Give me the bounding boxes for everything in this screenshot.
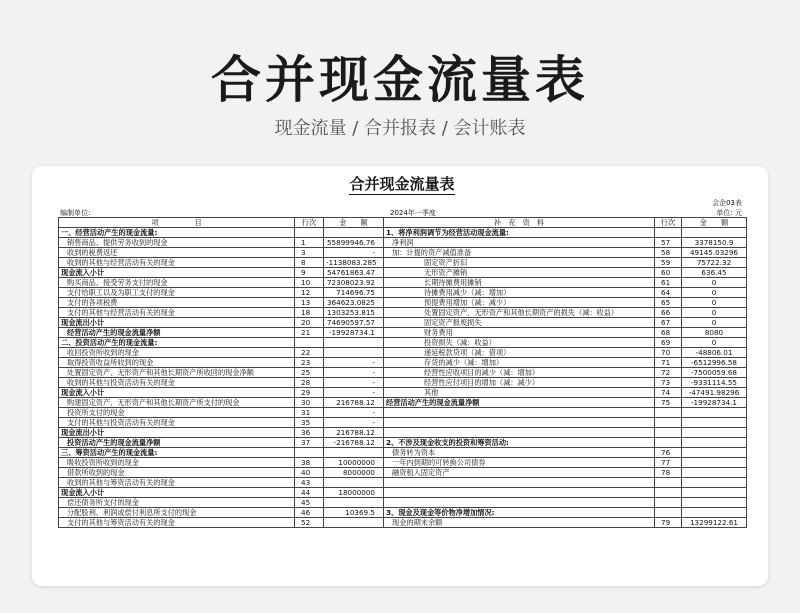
row-number-cell: 57 (655, 238, 682, 248)
sheet-meta (58, 194, 746, 217)
amount-cell: 75722.32 (682, 258, 747, 268)
table-row (59, 328, 747, 338)
supplement-cell: 经营性应收项目的减少（减：增加） (384, 368, 655, 378)
row-number-cell: 20 (295, 318, 324, 328)
table-row (59, 428, 747, 438)
row-number-cell: 58 (655, 248, 682, 258)
row-number-cell (655, 438, 682, 448)
supplement-cell: 经营性应付项目的增加（减：减少） (384, 378, 655, 388)
amount-cell: -9331114.55 (682, 378, 747, 388)
amount-cell (682, 478, 747, 488)
row-number-cell: 60 (655, 268, 682, 278)
table-row (59, 448, 747, 458)
table-row (59, 498, 747, 508)
row-number-cell: 79 (655, 518, 682, 528)
supplement-cell (384, 418, 655, 428)
amount-cell (682, 408, 747, 418)
amount-cell: 49145.03296 (682, 248, 747, 258)
amount-cell (324, 448, 384, 458)
supplement-cell: 净利润 (384, 238, 655, 248)
amount-cell (682, 448, 747, 458)
amount-cell: 13299122.61 (682, 518, 747, 528)
amount-cell: - (324, 408, 384, 418)
row-number-cell (295, 228, 324, 238)
supplement-cell: 固定资产折旧 (384, 258, 655, 268)
row-number-cell (295, 448, 324, 458)
col-supplement: 补 充 资 料 (384, 218, 655, 228)
amount-cell: - (324, 368, 384, 378)
row-number-cell: 70 (655, 348, 682, 358)
supplement-cell: 现金的期末余额 (384, 518, 655, 528)
supplement-cell: 其他 (384, 388, 655, 398)
amount-cell (682, 508, 747, 518)
row-number-cell: 61 (655, 278, 682, 288)
supplement-cell: 债务转为资本 (384, 448, 655, 458)
amount-cell: 3378150.9 (682, 238, 747, 248)
supplement-cell: 一年内到期的可转换公司债券 (384, 458, 655, 468)
row-number-cell: 21 (295, 328, 324, 338)
table-row (59, 338, 747, 348)
amount-cell: - (324, 248, 384, 258)
row-number-cell: 18 (295, 308, 324, 318)
table-row (59, 478, 747, 488)
table-row (59, 398, 747, 408)
supplement-cell: 经营活动产生的现金流量净额 (384, 398, 655, 408)
table-row (59, 418, 747, 428)
item-cell: 三、筹资活动产生的现金流量: (59, 448, 295, 458)
amount-cell: 0 (682, 278, 747, 288)
form-code: 会企03表 (712, 199, 742, 207)
amount-cell: -7500059.68 (682, 368, 747, 378)
row-number-cell (655, 408, 682, 418)
row-number-cell: 43 (295, 478, 324, 488)
item-cell: 取得投资收益所收到的现金 (59, 358, 295, 368)
amount-cell (324, 498, 384, 508)
amount-cell (682, 428, 747, 438)
row-number-cell: 78 (655, 468, 682, 478)
supplement-cell: 固定资产报废损失 (384, 318, 655, 328)
table-row (59, 298, 747, 308)
amount-cell: -19928734.1 (682, 398, 747, 408)
amount-cell: -47491.98296 (682, 388, 747, 398)
table-row (59, 488, 747, 498)
col-amount-2: 金 额 (682, 218, 747, 228)
col-amount: 金 额 (324, 218, 384, 228)
table-row (59, 388, 747, 398)
amount-cell: 8080 (682, 328, 747, 338)
sheet-title: 合并现金流量表 (349, 175, 455, 193)
item-cell: 销售商品、提供劳务收到的现金 (59, 238, 295, 248)
amount-cell: 55899946.76 (324, 238, 384, 248)
supplement-cell: 预提费用增加（减：减少） (384, 298, 655, 308)
row-number-cell: 25 (295, 368, 324, 378)
row-number-cell: 77 (655, 458, 682, 468)
table-row (59, 438, 747, 448)
supplement-cell: 1、将净利润调节为经营活动现金流量: (384, 228, 655, 238)
row-number-cell: 40 (295, 468, 324, 478)
item-cell: 吸收投资所收到的现金 (59, 458, 295, 468)
table-row (59, 468, 747, 478)
table-header-row (59, 218, 747, 228)
report-period: 2024年一季度 (390, 209, 436, 217)
amount-cell: -48806.01 (682, 348, 747, 358)
currency-unit: 单位: 元 (716, 209, 742, 217)
amount-cell (682, 468, 747, 478)
table-row (59, 508, 747, 518)
supplement-cell: 递延税款贷项（减：借项） (384, 348, 655, 358)
amount-cell (682, 438, 747, 448)
amount-cell (324, 228, 384, 238)
row-number-cell: 73 (655, 378, 682, 388)
row-number-cell: 75 (655, 398, 682, 408)
item-cell: 借款所收到的现金 (59, 468, 295, 478)
item-cell: 现金流出小计 (59, 318, 295, 328)
row-number-cell: 68 (655, 328, 682, 338)
item-cell: 收回投资所收到的现金 (59, 348, 295, 358)
unit-name-label: 编制单位: (60, 209, 91, 217)
supplement-cell: 投资损失（减：收益） (384, 338, 655, 348)
amount-cell (682, 228, 747, 238)
table-row (59, 368, 747, 378)
amount-cell: - (324, 378, 384, 388)
page-subtitle: 现金流量 / 合并报表 / 会计账表 (274, 118, 526, 139)
item-cell: 收到的其他与经营活动有关的现金 (59, 258, 295, 268)
row-number-cell: 66 (655, 308, 682, 318)
cash-flow-sheet (58, 174, 746, 528)
item-cell: 支付的其他与投资活动有关的现金 (59, 418, 295, 428)
col-row-2: 行次 (655, 218, 682, 228)
amount-cell (324, 348, 384, 358)
table-row (59, 238, 747, 248)
spreadsheet-card (32, 166, 768, 586)
row-number-cell: 30 (295, 398, 324, 408)
row-number-cell: 3 (295, 248, 324, 258)
item-cell: 投资所支付的现金 (59, 408, 295, 418)
page-title: 合并现金流量表 (211, 51, 589, 109)
item-cell: 收到的其他与投资活动有关的现金 (59, 378, 295, 388)
item-cell: 偿还债务所支付的现金 (59, 498, 295, 508)
supplement-cell: 存货的减少（减：增加） (384, 358, 655, 368)
row-number-cell (655, 478, 682, 488)
item-cell: 购建固定资产、无形资产和其他长期资产所支付的现金 (59, 398, 295, 408)
col-row: 行次 (295, 218, 324, 228)
amount-cell: 0 (682, 288, 747, 298)
item-cell: 支付的其他与筹资活动有关的现金 (59, 518, 295, 528)
table-row (59, 408, 747, 418)
table-row (59, 258, 747, 268)
row-number-cell: 59 (655, 258, 682, 268)
supplement-cell: 2、不涉及现金收支的投资和筹资活动: (384, 438, 655, 448)
row-number-cell: 72 (655, 368, 682, 378)
table-row (59, 348, 747, 358)
row-number-cell: 1 (295, 238, 324, 248)
table-row (59, 228, 747, 238)
row-number-cell: 65 (655, 298, 682, 308)
row-number-cell: 23 (295, 358, 324, 368)
amount-cell (324, 518, 384, 528)
amount-cell: 18000000 (324, 488, 384, 498)
amount-cell: 216788.12 (324, 428, 384, 438)
row-number-cell (655, 488, 682, 498)
amount-cell: 10000000 (324, 458, 384, 468)
amount-cell: 364623.0825 (324, 298, 384, 308)
item-cell: 购买商品、接受劳务支付的现金 (59, 278, 295, 288)
table-row (59, 268, 747, 278)
item-cell: 投资活动产生的现金流量净额 (59, 438, 295, 448)
amount-cell: 8000000 (324, 468, 384, 478)
supplement-cell: 3、现金及现金等价物净增加情况: (384, 508, 655, 518)
row-number-cell: 35 (295, 418, 324, 428)
amount-cell (682, 488, 747, 498)
row-number-cell (655, 228, 682, 238)
item-cell: 二、投资活动产生的现金流量: (59, 338, 295, 348)
supplement-cell: 融资租入固定资产 (384, 468, 655, 478)
row-number-cell: 74 (655, 388, 682, 398)
supplement-cell (384, 428, 655, 438)
amount-cell (682, 458, 747, 468)
row-number-cell: 67 (655, 318, 682, 328)
amount-cell: 0 (682, 298, 747, 308)
item-cell: 收到的税费返还 (59, 248, 295, 258)
row-number-cell (295, 338, 324, 348)
row-number-cell (655, 428, 682, 438)
item-cell: 分配股利、利润或偿付利息所支付的现金 (59, 508, 295, 518)
amount-cell: 0 (682, 308, 747, 318)
row-number-cell (655, 418, 682, 428)
row-number-cell: 76 (655, 448, 682, 458)
table-row (59, 248, 747, 258)
table-row (59, 518, 747, 528)
row-number-cell: 69 (655, 338, 682, 348)
row-number-cell: 8 (295, 258, 324, 268)
row-number-cell: 13 (295, 298, 324, 308)
amount-cell (324, 338, 384, 348)
amount-cell: 10369.5 (324, 508, 384, 518)
supplement-cell (384, 488, 655, 498)
amount-cell: - (324, 388, 384, 398)
item-cell: 支付给职工以及为职工支付的现金 (59, 288, 295, 298)
supplement-cell: 处置固定资产、无形资产和其他长期资产的损失（减：收益） (384, 308, 655, 318)
row-number-cell: 37 (295, 438, 324, 448)
item-cell: 一、经营活动产生的现金流量: (59, 228, 295, 238)
item-cell: 现金流入小计 (59, 388, 295, 398)
amount-cell: 72308023.92 (324, 278, 384, 288)
table-row (59, 278, 747, 288)
amount-cell: 0 (682, 338, 747, 348)
supplement-cell: 加：计提的资产减值准备 (384, 248, 655, 258)
supplement-cell (384, 498, 655, 508)
row-number-cell: 9 (295, 268, 324, 278)
table-row (59, 378, 747, 388)
supplement-cell (384, 478, 655, 488)
table-row (59, 458, 747, 468)
item-cell: 现金流入小计 (59, 488, 295, 498)
item-cell: 现金流出小计 (59, 428, 295, 438)
amount-cell (324, 478, 384, 488)
row-number-cell: 38 (295, 458, 324, 468)
supplement-cell: 财务费用 (384, 328, 655, 338)
row-number-cell: 10 (295, 278, 324, 288)
amount-cell: -1138083.285 (324, 258, 384, 268)
amount-cell: 1303253.815 (324, 308, 384, 318)
row-number-cell: 45 (295, 498, 324, 508)
supplement-cell: 待摊费用减少（减：增加） (384, 288, 655, 298)
item-cell: 经营活动产生的现金流量净额 (59, 328, 295, 338)
table-body (59, 228, 747, 528)
amount-cell: 714696.75 (324, 288, 384, 298)
amount-cell: 0 (682, 318, 747, 328)
row-number-cell: 29 (295, 388, 324, 398)
item-cell: 支付的各项税费 (59, 298, 295, 308)
amount-cell: -19928734.1 (324, 328, 384, 338)
item-cell: 收到的其他与筹资活动有关的现金 (59, 478, 295, 488)
row-number-cell: 71 (655, 358, 682, 368)
row-number-cell: 12 (295, 288, 324, 298)
row-number-cell: 52 (295, 518, 324, 528)
supplement-cell: 长期待摊费用摊销 (384, 278, 655, 288)
amount-cell: - (324, 418, 384, 428)
amount-cell: -6512996.58 (682, 358, 747, 368)
supplement-cell: 无形资产摊销 (384, 268, 655, 278)
row-number-cell (655, 498, 682, 508)
amount-cell: 54761863.47 (324, 268, 384, 278)
amount-cell: 636.45 (682, 268, 747, 278)
row-number-cell: 22 (295, 348, 324, 358)
amount-cell: - (324, 358, 384, 368)
amount-cell: 74690597.57 (324, 318, 384, 328)
table-row (59, 358, 747, 368)
amount-cell (682, 418, 747, 428)
amount-cell: -216788.12 (324, 438, 384, 448)
table-row (59, 308, 747, 318)
row-number-cell: 44 (295, 488, 324, 498)
amount-cell: 216788.12 (324, 398, 384, 408)
item-cell: 处置固定资产、无形资产和其他长期资产所收回的现金净额 (59, 368, 295, 378)
col-item: 项 目 (59, 218, 295, 228)
row-number-cell: 28 (295, 378, 324, 388)
supplement-cell (384, 408, 655, 418)
item-cell: 支付的其他与经营活动有关的现金 (59, 308, 295, 318)
row-number-cell: 46 (295, 508, 324, 518)
row-number-cell: 31 (295, 408, 324, 418)
row-number-cell: 64 (655, 288, 682, 298)
cash-flow-table (58, 217, 747, 528)
table-row (59, 318, 747, 328)
row-number-cell: 36 (295, 428, 324, 438)
table-row (59, 288, 747, 298)
row-number-cell (655, 508, 682, 518)
amount-cell (682, 498, 747, 508)
item-cell: 现金流入小计 (59, 268, 295, 278)
